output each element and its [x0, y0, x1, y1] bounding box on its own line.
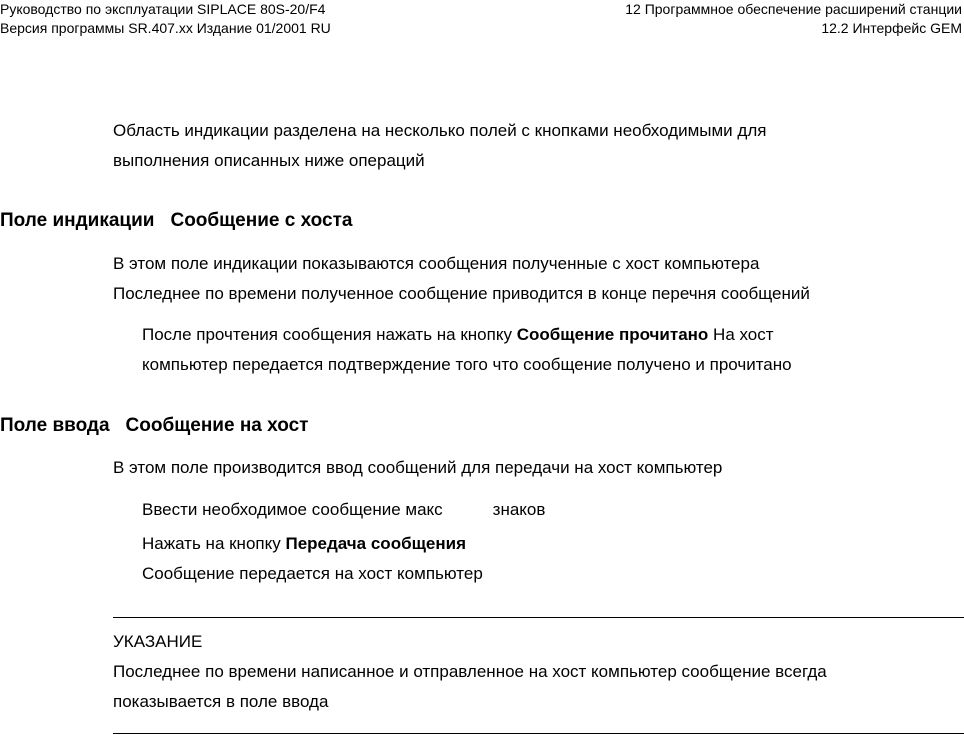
section2-paragraph: [113, 453, 722, 483]
version-edition: Версия программы SR.407.xx Издание 01/2001 RU: [0, 20, 331, 36]
section1-step-line-2: компьютер передается подтверждение того что сообщение получено и прочитано: [142, 355, 792, 374]
heading-field-name: Сообщение с хоста: [170, 210, 353, 231]
note-title: УКАЗАНИЕ: [113, 632, 203, 651]
section1-step: [142, 320, 792, 380]
heading-label: Поле индикации: [0, 210, 155, 231]
heading-label: Поле ввода: [0, 415, 110, 436]
section2-step-3: Сообщение передается на хост компьютер: [142, 564, 483, 583]
button-name-send-message: Передача сообщения: [285, 534, 467, 553]
section-heading-display-field: [0, 210, 352, 232]
section-title: 12.2 Интерфейс GEM: [821, 20, 962, 36]
running-header-right: [625, 0, 962, 38]
section2-step-1: Ввести необходимое сообщение макс знаков: [142, 500, 546, 519]
chapter-title: 12 Программное обеспечение расширений станции: [625, 1, 962, 17]
intro-line-2: выполнения описанных ниже операций: [113, 151, 425, 170]
note-bottom-rule: [113, 733, 964, 734]
heading-field-name: Сообщение на хост: [125, 415, 309, 436]
section2-steps: [142, 495, 545, 589]
section1-line-2: Последнее по времени полученное сообщение приводится в конце перечня сообщений: [113, 284, 810, 303]
section2-line-1: В этом поле производится ввод сообщений для передачи на хост компьютер: [113, 458, 723, 477]
note-block: [113, 627, 827, 717]
button-name-message-read: Сообщение прочитано: [516, 325, 709, 344]
intro-paragraph: [113, 116, 766, 176]
note-line-1: Последнее по времени написанное и отправленное на хост компьютер сообщение всегда: [113, 662, 827, 681]
section1-line-1: В этом поле индикации показываются сообщения полученные с хост компьютера: [113, 254, 760, 273]
section-heading-input-field: [0, 415, 308, 437]
note-line-2: показывается в поле ввода: [113, 692, 329, 711]
section2-step-2: Нажать на кнопку Передача сообщения: [142, 534, 467, 553]
section1-step-line-1: После прочтения сообщения нажать на кнопку Сообщение прочитано На хост: [142, 325, 774, 344]
note-top-rule: [113, 617, 964, 618]
manual-title: Руководство по эксплуатации SIPLACE 80S-20/F4: [0, 1, 326, 17]
section1-paragraph: [113, 249, 810, 309]
intro-line-1: Область индикации разделена на несколько полей с кнопками необходимыми для: [113, 121, 767, 140]
running-header-left: [0, 0, 331, 38]
